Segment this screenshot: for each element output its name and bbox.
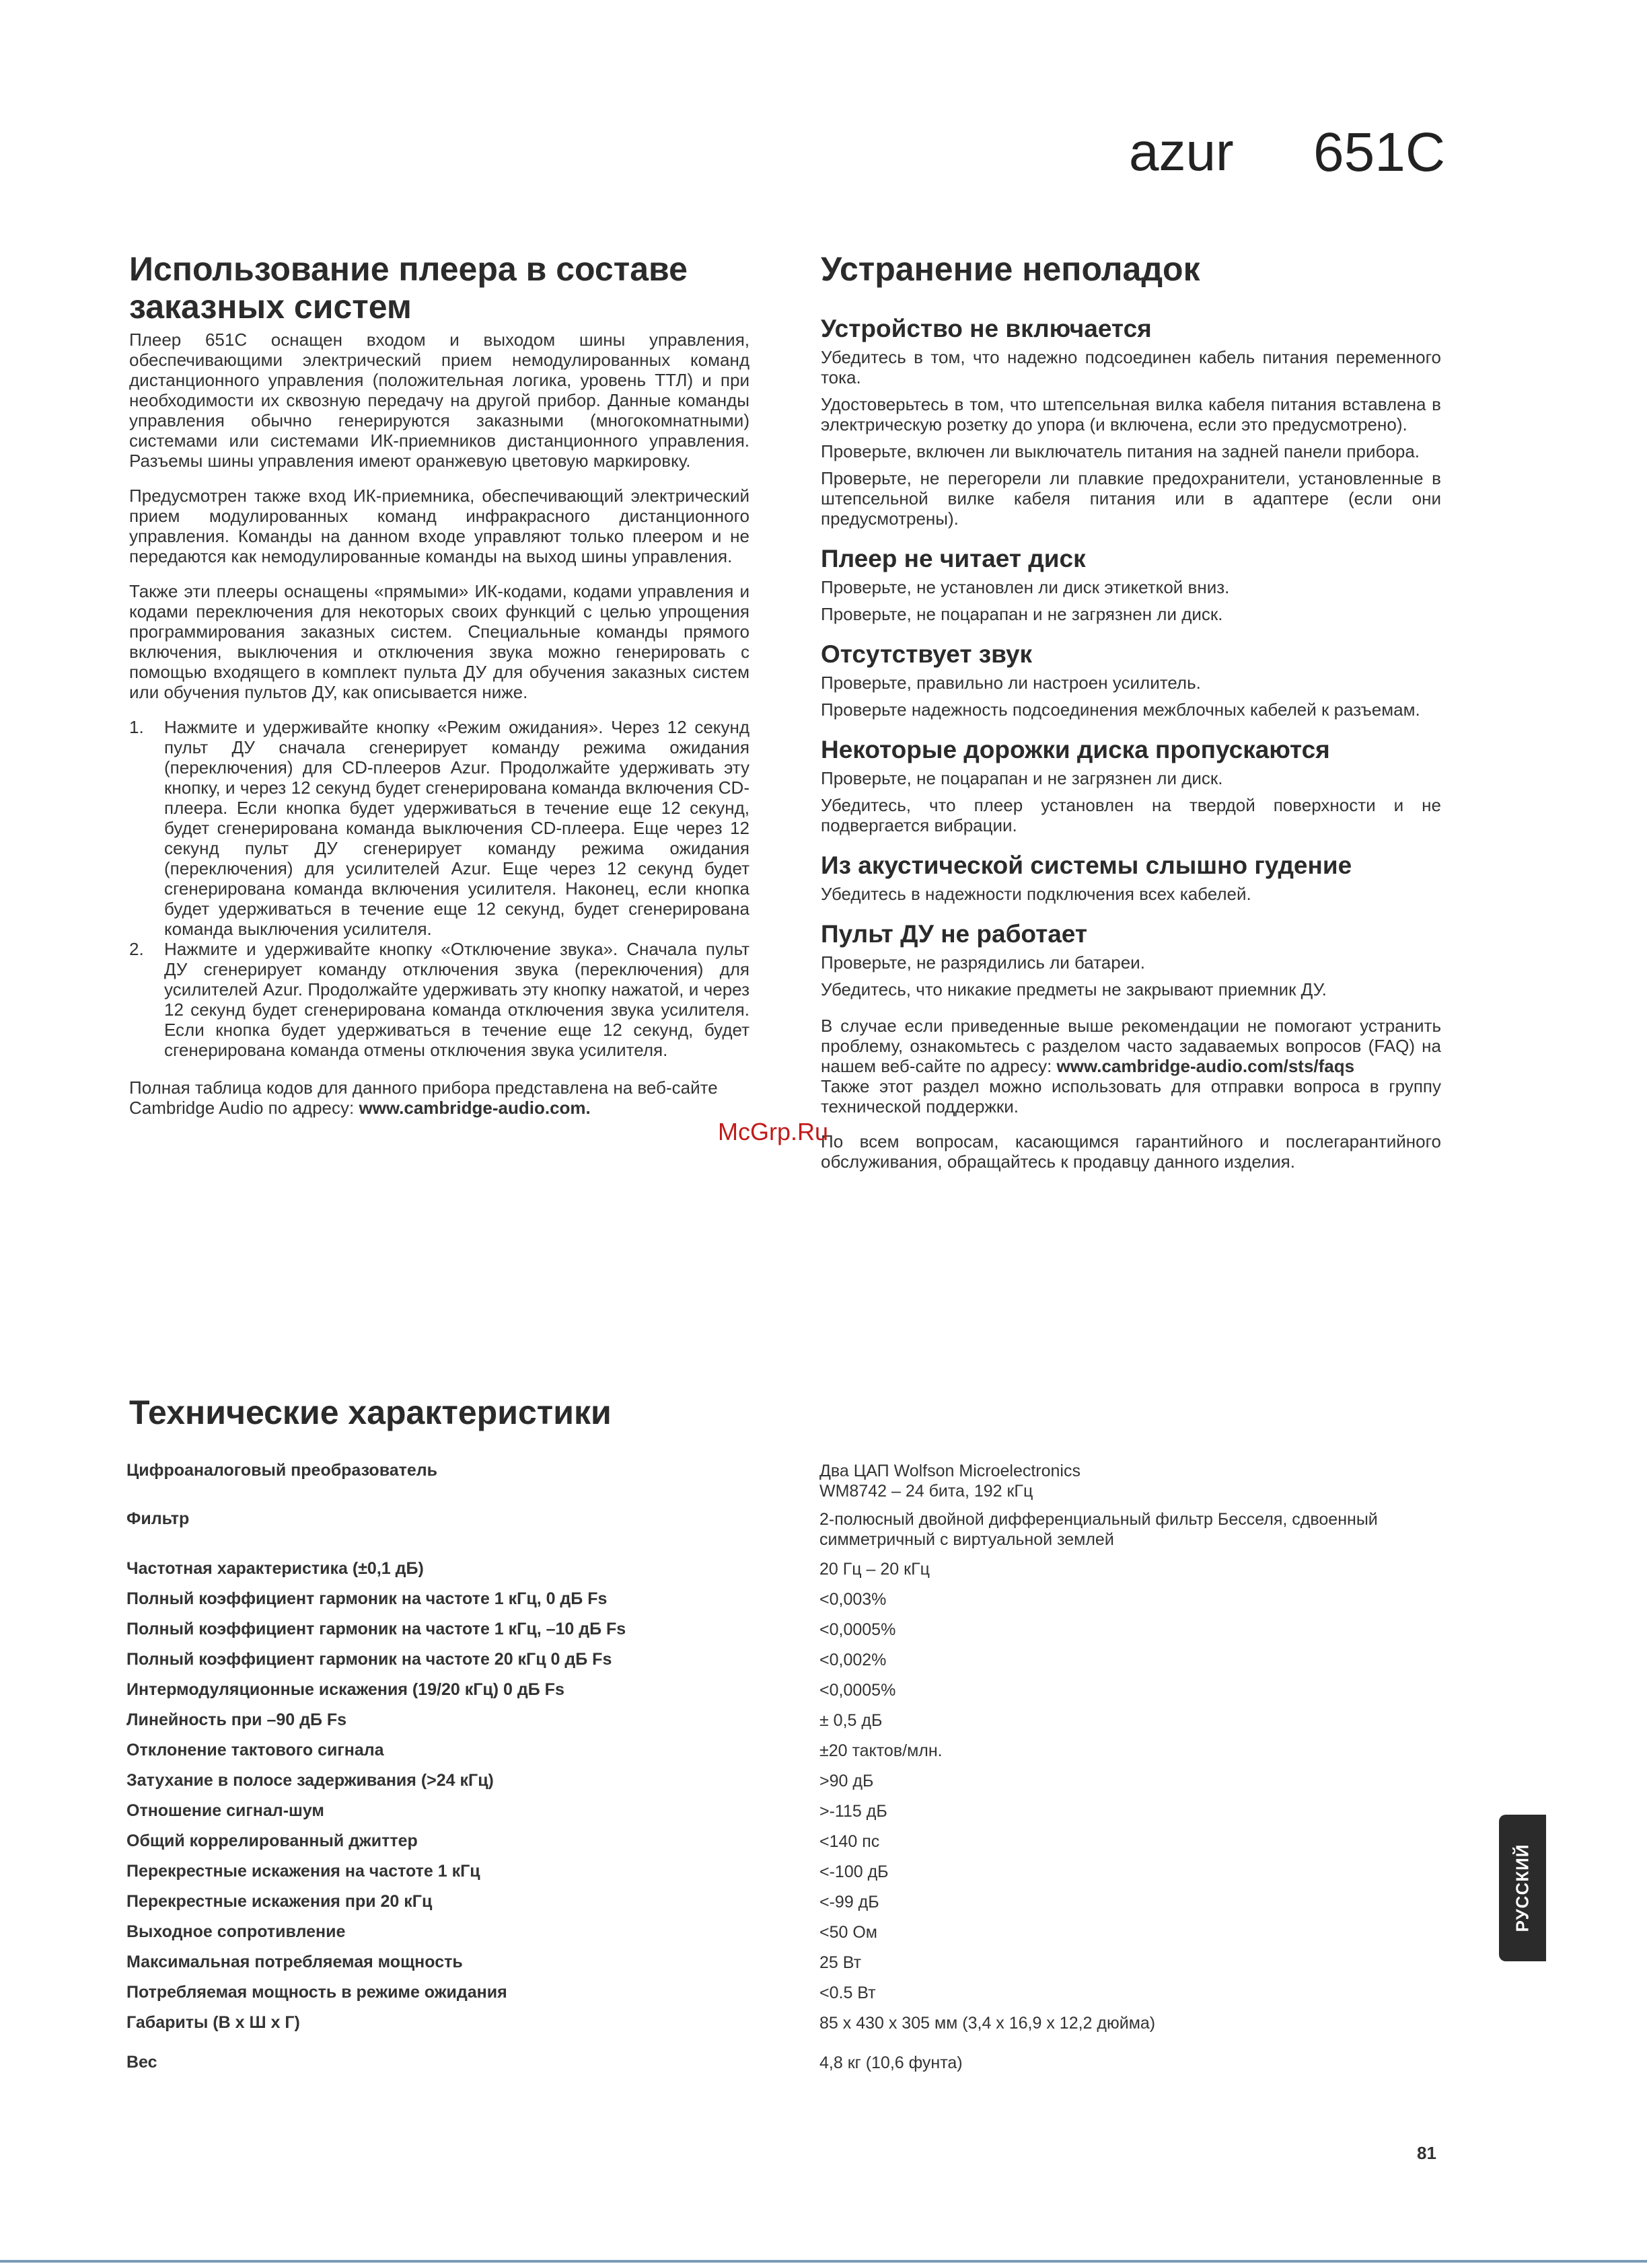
paragraph: Проверьте, правильно ли настроен усилитель. bbox=[821, 673, 1201, 693]
spec-name: Отклонение тактового сигнала bbox=[126, 1741, 384, 1760]
spec-name: Затухание в полосе задерживания (>24 кГц) bbox=[126, 1771, 494, 1790]
section-title-line2: заказных систем bbox=[129, 288, 412, 326]
spec-name: Полный коэффициент гармоник на частоте 1 кГц, –10 дБ Fs bbox=[126, 1620, 626, 1638]
spec-name: Линейность при –90 дБ Fs bbox=[126, 1710, 347, 1729]
spec-value-line: <0,0005% bbox=[819, 1681, 896, 1700]
paragraph: По всем вопросам, касающимся гарантийного и послегарантийного обслуживания, обращайтесь к продавцу данного изделия. bbox=[821, 1131, 1441, 1172]
spec-value-line: ±20 тактов/млн. bbox=[819, 1741, 943, 1760]
section-title-line1: Использование плеера в составе bbox=[129, 250, 688, 288]
paragraph: Удостоверьтесь в том, что штепсельная вилка кабеля питания вставлена в электрическую розетку до упора (и включена, если это предусмотрено). bbox=[821, 394, 1441, 434]
final-text: Полная таблица кодов для данного прибора представлена на веб-сайте Cambridge Audio по адресу: bbox=[129, 1078, 718, 1118]
custom-install-section bbox=[129, 250, 749, 1118]
bottom-rule bbox=[0, 2260, 1647, 2263]
spec-name: Общий коррелированный джиттер bbox=[126, 1831, 418, 1850]
subsection-heading: Некоторые дорожки диска пропускаются bbox=[821, 736, 1330, 763]
spec-name: Цифроаналоговый преобразователь bbox=[126, 1461, 438, 1480]
page-number: 81 bbox=[1417, 2143, 1436, 2163]
spec-value bbox=[819, 1953, 1465, 1973]
section-title bbox=[129, 250, 749, 326]
spec-name: Полный коэффициент гармоник на частоте 20 кГц 0 дБ Fs bbox=[126, 1650, 612, 1669]
paragraph: Проверьте надежность подсоединения межблочных кабелей к разъемам. bbox=[821, 700, 1420, 720]
spec-name: Максимальная потребляемая мощность bbox=[126, 1953, 463, 1971]
spec-value bbox=[819, 1862, 1465, 1882]
table-row bbox=[126, 2053, 1472, 2080]
paragraph: Проверьте, не перегорели ли плавкие предохранители, установленные в штепсельной вилке кабеля питания или в адаптере (если они предусмотрены). bbox=[821, 468, 1441, 529]
spec-value-line: <0.5 Вт bbox=[819, 1983, 876, 2002]
table-row bbox=[126, 1710, 1472, 1737]
model-number: 651C bbox=[1313, 122, 1446, 183]
subsection-heading: Отсутствует звук bbox=[821, 640, 1033, 668]
table-row bbox=[126, 1559, 1472, 1586]
spec-value-line: ± 0,5 дБ bbox=[819, 1711, 883, 1730]
section-title: Устранение неполадок bbox=[821, 250, 1200, 288]
table-row bbox=[126, 1741, 1472, 1768]
troubleshooting-section bbox=[821, 250, 1441, 1172]
spec-value-line: >90 дБ bbox=[819, 1772, 874, 1790]
spec-name: Интермодуляционные искажения (19/20 кГц) 0 дБ Fs bbox=[126, 1680, 564, 1699]
paragraph: Проверьте, не установлен ли диск этикеткой вниз. bbox=[821, 577, 1230, 597]
table-row bbox=[126, 1650, 1472, 1677]
spec-name: Перекрестные искажения на частоте 1 кГц bbox=[126, 1862, 480, 1881]
spec-name: Полный коэффициент гармоник на частоте 1 кГц, 0 дБ Fs bbox=[126, 1589, 608, 1608]
paragraph: Убедитесь, что плеер установлен на твердой поверхности и не подвергается вибрации. bbox=[821, 795, 1441, 835]
step-number: 2. bbox=[129, 939, 144, 959]
language-tab-label: РУССКИЙ bbox=[1512, 1844, 1533, 1932]
step-number: 1. bbox=[129, 717, 144, 737]
subsection-heading: Из акустической системы слышно гудение bbox=[821, 852, 1352, 879]
table-row bbox=[126, 1680, 1472, 1707]
table-row bbox=[126, 1953, 1472, 1979]
spec-name: Вес bbox=[126, 2053, 157, 2072]
spec-value bbox=[819, 1509, 1465, 1550]
table-row bbox=[126, 1922, 1472, 1949]
spec-value-line: <50 Ом bbox=[819, 1923, 877, 1942]
paragraph: Убедитесь в том, что надежно подсоединен кабель питания переменного тока. bbox=[821, 347, 1441, 387]
spec-name: Фильтр bbox=[126, 1509, 190, 1528]
spec-value bbox=[819, 1680, 1465, 1700]
watermark: McGrp.Ru bbox=[718, 1118, 829, 1145]
faq-link[interactable]: www.cambridge-audio.com/sts/faqs bbox=[1056, 1056, 1355, 1076]
spec-value bbox=[819, 2013, 1465, 2033]
paragraph: Предусмотрен также вход ИК-приемника, обеспечивающий электрический прием модулированных команд инфракрасного дистанционного управления. Команды на данном входе управляют только плеером и не передаются как немодулированные команды на выход шины управления. bbox=[129, 486, 749, 566]
spec-value-line: <0,0005% bbox=[819, 1620, 896, 1639]
spec-value-line: 25 Вт bbox=[819, 1953, 862, 1972]
table-row bbox=[126, 1831, 1472, 1858]
spec-value-line: <-100 дБ bbox=[819, 1862, 889, 1881]
spec-value-line: <140 пс bbox=[819, 1832, 880, 1851]
paragraph: Проверьте, не разрядились ли батареи. bbox=[821, 952, 1145, 973]
spec-name: Перекрестные искажения при 20 кГц bbox=[126, 1892, 433, 1911]
paragraph: Плеер 651С оснащен входом и выходом шины управления, обеспечивающими электрический прием немодулированных команд дистанционного управления (положительная логика, уровень ТТЛ) и при необходимости их сквозную передачу на другой прибор. Данные команды управления обычно генерируются заказными (многокомнатными) системами или системами ИК-приемников дистанционного управления. Разъемы шины управления имеют оранжевую цветовую маркировку. bbox=[129, 330, 749, 471]
spec-value bbox=[819, 1620, 1465, 1640]
subsection-heading: Плеер не читает диск bbox=[821, 545, 1086, 572]
website-link[interactable]: www.cambridge-audio.com. bbox=[359, 1098, 591, 1118]
paragraph bbox=[129, 1078, 749, 1118]
table-row bbox=[126, 1620, 1472, 1647]
spec-name: Габариты (В х Ш х Г) bbox=[126, 2013, 300, 2032]
list-item bbox=[129, 717, 749, 939]
step-text: Нажмите и удерживайте кнопку «Отключение звука». Сначала пульт ДУ сгенерирует команду отключения звука (переключения) для усилителей Azur. Продолжайте удерживать эту кнопку нажатой, и через 12 секунд будет сгенерирована команда отключения звука усилителя. Если кнопка будет удерживаться в течение еще 12 секунд, будет сгенерирована команда отмены отключения звука усилителя. bbox=[164, 939, 749, 1060]
spec-value bbox=[819, 1710, 1465, 1731]
table-row bbox=[126, 1771, 1472, 1798]
spec-value bbox=[819, 2053, 1465, 2073]
table-row bbox=[126, 1589, 1472, 1616]
spec-value bbox=[819, 1461, 1465, 1501]
spec-value-line: 2-полюсный двойной дифференциальный фильтр Бесселя, сдвоенный bbox=[819, 1510, 1378, 1529]
faq-text-2: Также этот раздел можно использовать для отправки вопроса в группу технической поддержки. bbox=[821, 1076, 1441, 1117]
language-tab bbox=[1499, 1815, 1546, 1961]
spec-value bbox=[819, 1771, 1465, 1791]
brand-name: azur bbox=[1129, 122, 1234, 182]
spec-value-line: симметричный с виртуальной землей bbox=[819, 1530, 1114, 1549]
table-row bbox=[126, 1801, 1472, 1828]
spec-value-line: 4,8 кг (10,6 фунта) bbox=[819, 2053, 963, 2072]
steps-list bbox=[129, 717, 749, 1060]
spec-value bbox=[819, 1983, 1465, 2003]
spec-value-line: <0,002% bbox=[819, 1651, 887, 1669]
spec-value bbox=[819, 1801, 1465, 1821]
paragraph: Убедитесь в надежности подключения всех кабелей. bbox=[821, 884, 1251, 904]
table-row bbox=[126, 1461, 1472, 1501]
spec-name: Выходное сопротивление bbox=[126, 1922, 346, 1941]
spec-value-line: WM8742 – 24 бита, 192 кГц bbox=[819, 1482, 1033, 1501]
spec-value bbox=[819, 1741, 1465, 1761]
paragraph: Проверьте, не поцарапан и не загрязнен ли диск. bbox=[821, 604, 1223, 624]
spec-name: Отношение сигнал-шум bbox=[126, 1801, 324, 1820]
spec-value bbox=[819, 1559, 1465, 1579]
table-row bbox=[126, 1983, 1472, 2010]
spec-value-line: Два ЦАП Wolfson Microelectronics bbox=[819, 1462, 1081, 1480]
table-row bbox=[126, 1509, 1472, 1549]
paragraph: Проверьте, не поцарапан и не загрязнен ли диск. bbox=[821, 768, 1223, 788]
subsection-heading: Пульт ДУ не работает bbox=[821, 920, 1088, 948]
spec-value-line: <0,003% bbox=[819, 1590, 887, 1609]
table-row bbox=[126, 2013, 1472, 2040]
table-row bbox=[126, 1892, 1472, 1919]
paragraph: Также эти плееры оснащены «прямыми» ИК-кодами, кодами управления и кодами переключения для некоторых своих функций с целью упрощения программирования заказных систем. Специальные команды прямого включения, выключения и отключения звука можно генерировать с помощью входящего в комплект пульта ДУ для обучения заказных систем или обучения пультов ДУ, как описывается ниже. bbox=[129, 581, 749, 702]
paragraph bbox=[821, 1016, 1441, 1117]
spec-value-line: <-99 дБ bbox=[819, 1893, 879, 1912]
spec-value-line: 20 Гц – 20 кГц bbox=[819, 1560, 930, 1579]
step-text: Нажмите и удерживайте кнопку «Режим ожидания». Через 12 секунд пульт ДУ сначала сгенерирует команду режима ожидания (переключения) для CD-плееров Azur. Продолжайте удерживать эту кнопку, и через 12 секунд будет сгенерирована команда включения CD-плеера. Если кнопка будет удерживаться в течение еще 12 секунд, будет сгенерирована команда выключения CD-плеера. Еще через 12 секунд пульт ДУ сгенерирует команду режима ожидания (переключения) для усилителей Azur. Еще через 12 секунд будет сгенерирована команда включения усилителя. Наконец, если кнопка будет удерживаться в течение еще 12 секунд, будет сгенерирована команда выключения усилителя. bbox=[164, 717, 749, 939]
specs-title: Технические характеристики bbox=[129, 1394, 612, 1431]
spec-name: Потребляемая мощность в режиме ожидания bbox=[126, 1983, 507, 2002]
spec-value bbox=[819, 1922, 1465, 1942]
list-item bbox=[129, 939, 749, 1060]
faq-text: В случае если приведенные выше рекомендации не помогают устранить проблему, ознакомьтесь с разделом часто задаваемых вопросов (FAQ) на нашем веб-сайте по адресу: bbox=[821, 1016, 1441, 1076]
spec-value-line: 85 х 430 х 305 мм (3,4 х 16,9 х 12,2 дюйма) bbox=[819, 2014, 1156, 2033]
spec-name: Частотная характеристика (±0,1 дБ) bbox=[126, 1559, 424, 1578]
spec-value bbox=[819, 1892, 1465, 1912]
paragraph: Убедитесь, что никакие предметы не закрывают приемник ДУ. bbox=[821, 979, 1327, 999]
paragraph: Проверьте, включен ли выключатель питания на задней панели прибора. bbox=[821, 441, 1420, 461]
spec-value bbox=[819, 1831, 1465, 1852]
table-row bbox=[126, 1862, 1472, 1889]
spec-value bbox=[819, 1650, 1465, 1670]
spec-value-line: >-115 дБ bbox=[819, 1802, 887, 1821]
spec-value bbox=[819, 1589, 1465, 1610]
subsection-heading: Устройство не включается bbox=[821, 315, 1152, 342]
